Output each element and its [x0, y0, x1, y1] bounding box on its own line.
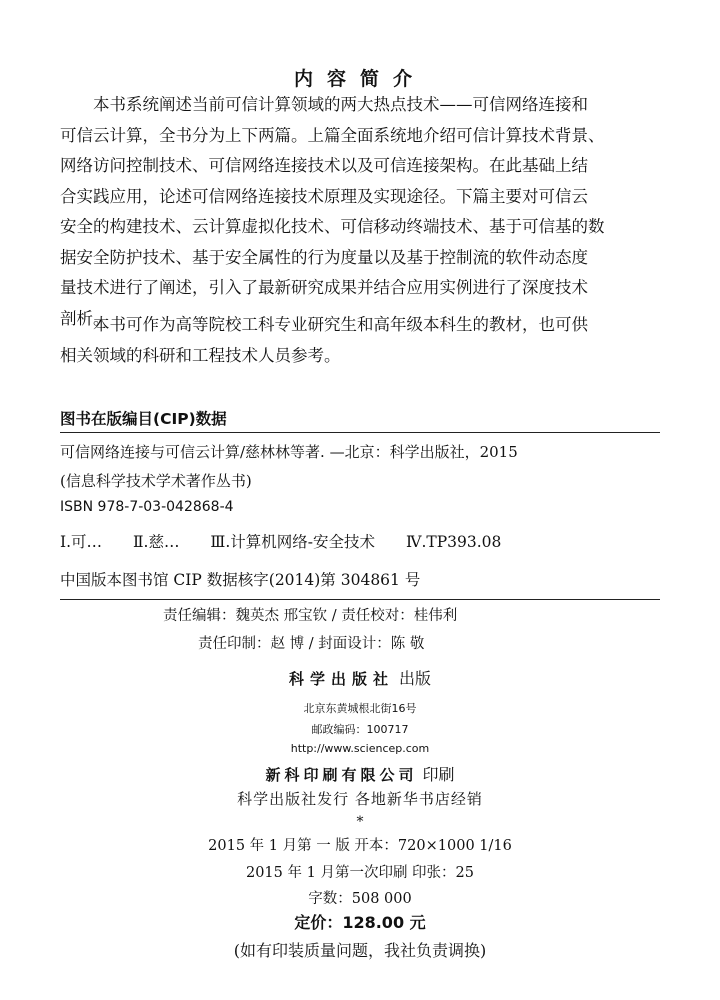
cip-isbn: ISBN 978-7-03-042868-4	[60, 499, 234, 515]
credits-editors: 责任编辑：魏英杰 邢宝钦 / 责任校对：桂伟利	[163, 608, 458, 624]
price: 定价：128.00 元	[294, 913, 426, 932]
cip-heading: 图书在版编目(CIP)数据	[60, 410, 227, 428]
text-line: 可信云计算，全书分为上下两篇。上篇全面系统地介绍可信计算技术背景、	[60, 125, 605, 145]
cip-record-number: 中国版本图书馆 CIP 数据核字(2014)第 304861 号	[60, 571, 421, 589]
divider-line	[60, 599, 660, 600]
classification-item: Ⅰ.可…	[60, 533, 103, 551]
classification-item: Ⅱ.慈…	[133, 533, 180, 551]
text-line: 据安全防护技术、基于安全属性的行为度量以及基于控制流的软件动态度	[60, 247, 588, 267]
printer-suffix: 印刷	[422, 765, 455, 784]
publisher-url: http://www.sciencep.com	[290, 742, 430, 755]
printing-line: 2015 年 1 月第一次印刷 印张：25	[245, 865, 474, 881]
text-line: 本书可作为高等院校工科专业研究生和高年级本科生的教材，也可供	[93, 315, 588, 334]
credits-production: 责任印制：赵 博 / 封面设计：陈 敬	[198, 636, 425, 652]
classification-item: Ⅳ.TP393.08	[405, 533, 502, 551]
summary-paragraph-1	[60, 90, 660, 334]
text-line: 本书系统阐述当前可信计算领域的两大热点技术——可信网络连接和	[93, 95, 588, 114]
printer-line	[0, 762, 720, 785]
word-count: 字数：508 000	[308, 891, 412, 907]
text-line: 相关领域的科研和工程技术人员参考。	[60, 345, 341, 365]
cip-title-line: 可信网络连接与可信云计算/慈林林等著. —北京：科学出版社，2015	[60, 443, 518, 461]
printer-logo-text: 新科印刷有限公司	[265, 766, 418, 784]
separator-star: *	[356, 814, 364, 830]
text-line: 安全的构建技术、云计算虚拟化技术、可信移动终端技术、基于可信基的数	[60, 217, 605, 236]
cip-series-line: (信息科学技术学术著作丛书)	[60, 472, 252, 490]
classification-item: Ⅲ.计算机网络-安全技术	[210, 533, 376, 551]
summary-title: 内容简介	[293, 68, 426, 90]
cip-classifications	[60, 530, 527, 552]
publisher-address: 北京东黄城根北街16号	[303, 702, 417, 715]
divider-line	[60, 432, 660, 433]
publisher-logo-text: 科学出版社	[288, 670, 394, 688]
text-line: 网络访问控制技术、可信网络连接技术以及可信连接架构。在此基础上结	[60, 156, 588, 175]
publisher-line	[0, 666, 720, 689]
distribution-line: 科学出版社发行 各地新华书店经销	[237, 790, 483, 808]
publisher-suffix: 出版	[399, 669, 432, 688]
text-line: 剖析。	[60, 308, 110, 328]
text-line: 量技术进行了阐述，引入了最新研究成果并结合应用实例进行了深度技术	[60, 278, 588, 297]
publisher-postcode: 邮政编码：100717	[311, 723, 409, 736]
edition-line: 2015 年 1 月第 一 版 开本：720×1000 1/16	[208, 838, 512, 854]
summary-paragraph-2	[60, 310, 660, 371]
text-line: 合实践应用，论述可信网络连接技术原理及实现途径。下篇主要对可信云	[60, 186, 588, 206]
quality-notice: (如有印装质量问题，我社负责调换)	[233, 941, 487, 960]
